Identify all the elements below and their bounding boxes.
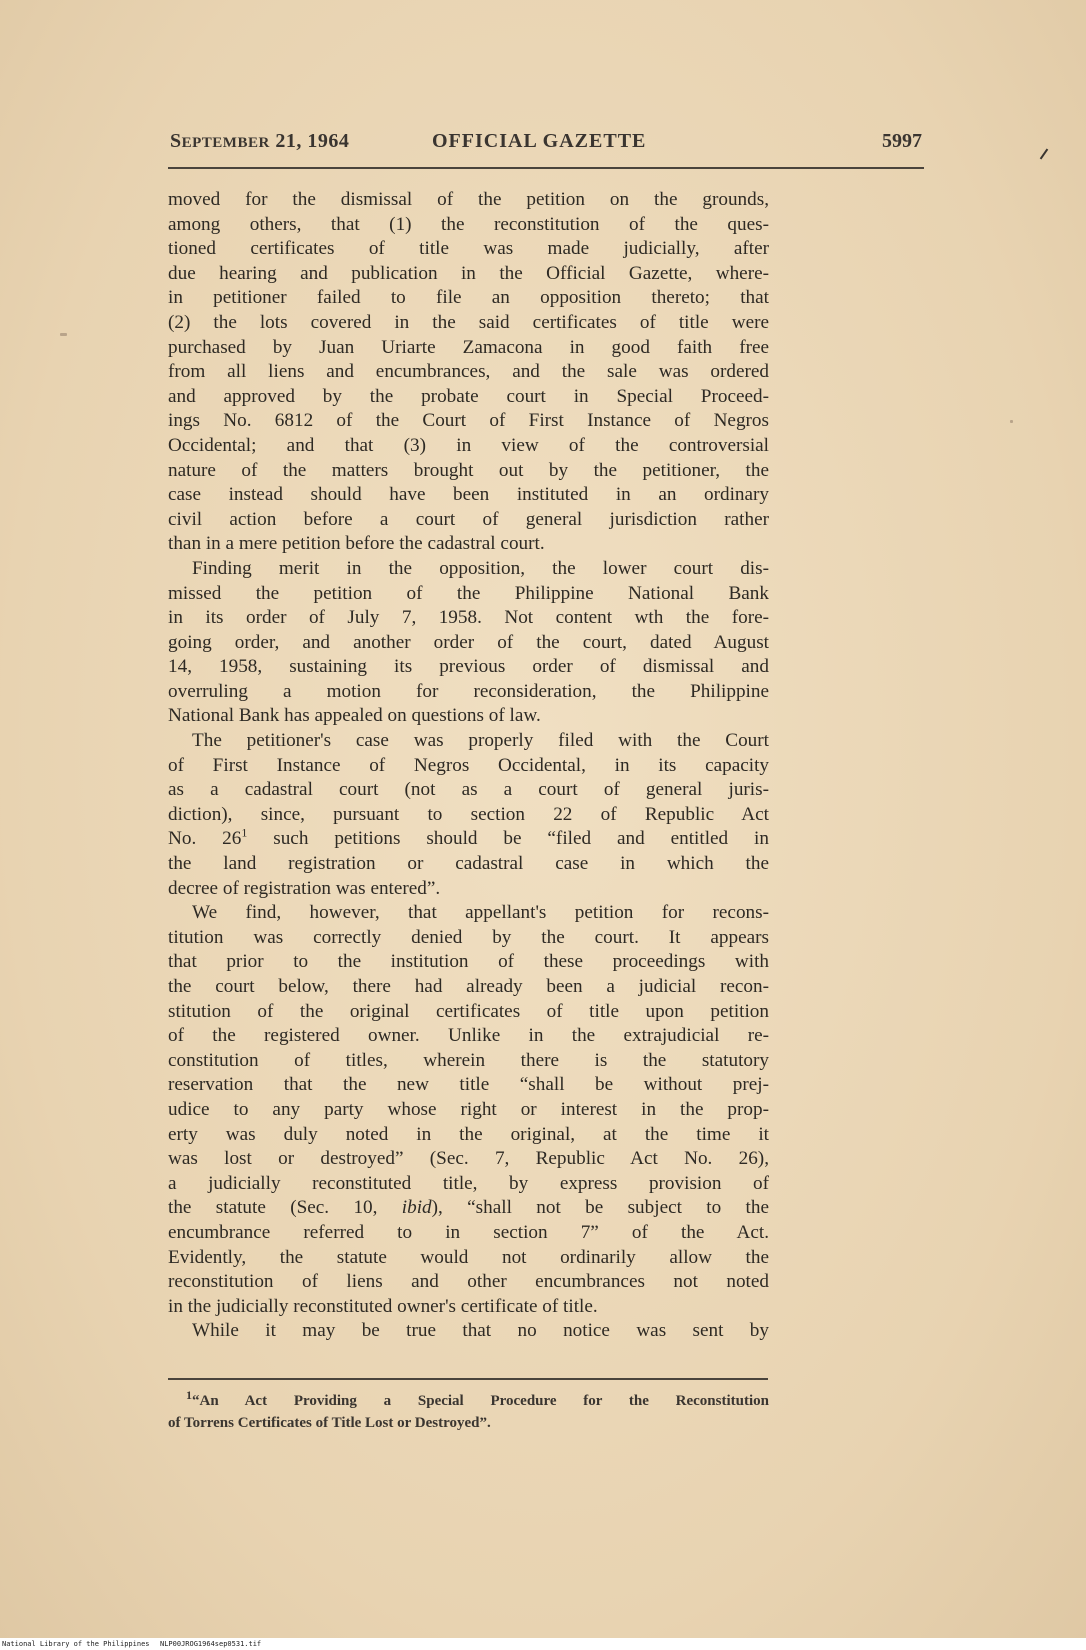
body-line: civil action before a court of general jurisdiction rather xyxy=(168,508,769,530)
body-line: While it may be true that no notice was sent by xyxy=(192,1320,769,1342)
body-line: udice to any party whose right or interest in the prop- xyxy=(168,1098,769,1120)
body-line: from all liens and encumbrances, and the sale was ordered xyxy=(168,361,769,383)
body-line: a judicially reconstituted title, by express provision of xyxy=(168,1172,769,1194)
body-line: decree of registration was entered”. xyxy=(168,877,441,899)
body-line: (2) the lots covered in the said certificates of title were xyxy=(168,311,769,333)
footnote-line-1: $^1$“An Act Providing a Special Procedure for the Reconstitution xyxy=(186,1388,769,1409)
body-line: Finding merit in the opposition, the lower court dis- xyxy=(192,557,769,579)
body-line: going order, and another order of the court, dated August xyxy=(168,631,769,653)
body-line: was lost or destroyed” (Sec. 7, Republic Act No. 26), xyxy=(168,1148,769,1170)
header-rule xyxy=(168,167,924,169)
body-line: among others, that (1) the reconstitution of the ques- xyxy=(168,213,769,235)
body-line: diction), since, pursuant to section 22 of Republic Act xyxy=(168,803,769,825)
body-line: the court below, there had already been a judicial recon- xyxy=(168,976,769,997)
body-line: encumbrance referred to in section 7” of the Act. xyxy=(168,1221,769,1243)
body-line: and approved by the probate court in Special Proceed- xyxy=(168,385,769,407)
body-line: in its order of July 7, 1958. Not content wth the fore- xyxy=(168,607,769,629)
page-number: 5997 xyxy=(882,130,922,152)
footnote-ref: 1 xyxy=(241,827,248,841)
body-line: constitution of titles, wherein there is the statutory xyxy=(168,1049,769,1071)
body-line: that prior to the institution of these proceedings with xyxy=(168,951,769,973)
body-line: The petitioner's case was properly filed with the Court xyxy=(192,730,769,752)
body-line: No. $26^1$ such petitions should be “filed and entitled in xyxy=(168,827,769,850)
body-line: of the registered owner. Unlike in the extrajudicial re- xyxy=(168,1025,769,1047)
page-header xyxy=(170,130,922,160)
body-line: ings No. 6812 of the Court of First Instance of Negros xyxy=(168,410,769,432)
footer-file: NLP00JROG1964sep0531.tif xyxy=(160,1640,262,1648)
paper-speck xyxy=(60,333,67,336)
body-line: than in a mere petition before the cadastral court. xyxy=(168,533,545,555)
header-date: SEPTEMBER 21, 1964 xyxy=(170,130,350,152)
body-line: case instead should have been instituted in an ordinary xyxy=(168,484,769,506)
pen-mark xyxy=(1040,149,1049,160)
body-line: Occidental; and that (3) in view of the controversial xyxy=(168,434,769,456)
body-line: erty was duly noted in the original, at the time it xyxy=(168,1123,769,1145)
body-line: 14, 1958, sustaining its previous order of dismissal and xyxy=(168,656,769,678)
body-line: in petitioner failed to file an opposition thereto; that xyxy=(168,287,769,309)
body-line: Evidently, the statute would not ordinarily allow the xyxy=(168,1246,769,1268)
body-line: overruling a motion for reconsideration, the Philippine xyxy=(168,680,769,702)
body-line: as a cadastral court (not as a court of general juris- xyxy=(168,779,769,801)
footnote xyxy=(168,1390,769,1434)
body-line: of First Instance of Negros Occidental, in its capacity xyxy=(168,754,769,776)
body-line: reservation that the new title “shall be without prej- xyxy=(168,1074,769,1096)
body-line: tioned certificates of title was made judicially, after xyxy=(168,238,769,260)
footer-library: National Library of the Philippines xyxy=(2,1640,150,1648)
body-line: missed the petition of the Philippine National Bank xyxy=(168,582,769,604)
header-title: OFFICIAL GAZETTE xyxy=(432,130,647,152)
body-line: nature of the matters brought out by the petitioner, the xyxy=(168,459,769,481)
footnote-rule xyxy=(168,1378,768,1380)
body-line: in the judicially reconstituted owner's certificate of title. xyxy=(168,1295,598,1317)
body-line: the land registration or cadastral case in which the xyxy=(168,853,769,875)
body-line: reconstitution of liens and other encumbrances not noted xyxy=(168,1271,769,1293)
scan-footer xyxy=(0,1638,1086,1650)
body-text xyxy=(168,188,769,1344)
body-line: titution was correctly denied by the court. It appears xyxy=(168,926,769,948)
body-line: stitution of the original certificates of title upon petition xyxy=(168,1000,769,1022)
body-line: the statute (Sec. 10, ibid), “shall not be subject to the xyxy=(168,1197,769,1219)
body-line: purchased by Juan Uriarte Zamacona in good faith free xyxy=(168,336,769,358)
body-line: We find, however, that appellant's petition for recons- xyxy=(192,902,769,924)
paper-speck xyxy=(1010,420,1013,423)
body-line: National Bank has appealed on questions of law. xyxy=(168,705,541,727)
body-line: moved for the dismissal of the petition on the grounds, xyxy=(168,189,769,210)
footnote-line-2: of Torrens Certificates of Title Lost or Destroyed”. xyxy=(168,1415,491,1431)
body-line: due hearing and publication in the Official Gazette, where- xyxy=(168,262,769,284)
